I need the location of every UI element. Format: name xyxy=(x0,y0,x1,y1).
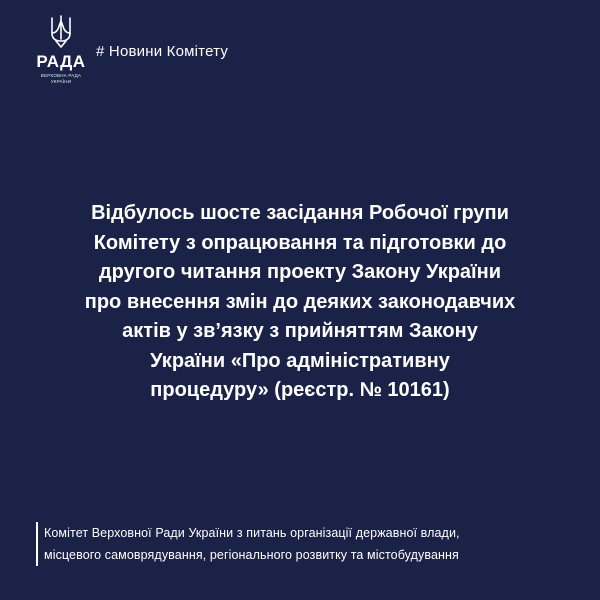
headline-line: актів у зв’язку з прийняттям Закону xyxy=(122,320,478,342)
footer-line: Комітет Верховної Ради України з питань організації державної влади, xyxy=(44,526,460,540)
committee-footer xyxy=(36,522,584,566)
headline-line: Відбулось шосте засідання Робочої групи xyxy=(91,202,509,224)
logo-subtitle-line: ВЕРХОВНА РАДА xyxy=(40,73,82,78)
logo-name: РАДА xyxy=(36,52,86,71)
headline-line: другого читання проекту Закону України xyxy=(98,261,502,283)
category-hashtag: # Новини Комітету xyxy=(96,43,229,60)
headline-line: процедуру» (реєстр. № 10161) xyxy=(150,379,450,401)
rada-logo xyxy=(30,15,92,84)
headline-line: про внесення змін до деяких законодавчих xyxy=(84,290,516,313)
trident-icon xyxy=(50,15,72,49)
headline xyxy=(40,199,560,406)
logo-subtitle-line: УКРАЇНИ xyxy=(50,78,72,84)
headline-line: України «Про адміністративну xyxy=(150,349,450,372)
footer-line: місцевого самоврядування, регіонального розвитку та містобудування xyxy=(44,548,459,562)
headline-line: Комітету з опрацювання та підготовки до xyxy=(93,231,507,254)
logo-subtitle xyxy=(41,73,81,84)
